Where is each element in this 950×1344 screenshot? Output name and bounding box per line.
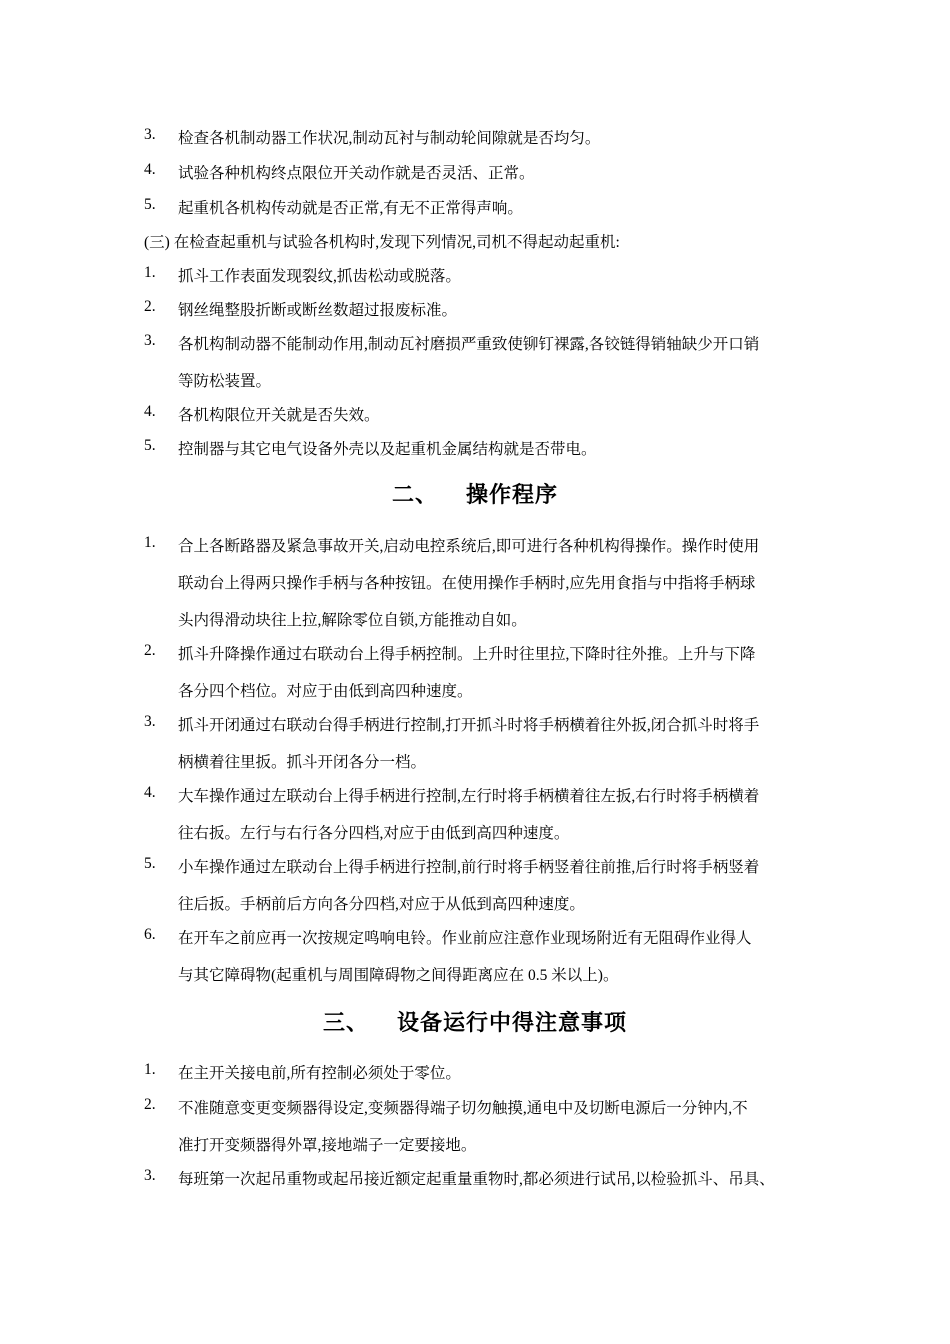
item-number: 5. — [144, 437, 156, 454]
section-heading — [0, 478, 950, 509]
item-text: 大车操作通过左联动台上得手柄进行控制,左行时将手柄横着往左扳,右行时将手柄横着 — [178, 788, 760, 805]
item-number: 2. — [144, 298, 156, 315]
item-text: 在主开关接电前,所有控制必须处于零位。 — [178, 1065, 461, 1082]
item-text-continued: 往右扳。左行与右行各分四档,对应于由低到高四种速度。 — [178, 825, 570, 842]
item-text: 不准随意变更变频器得设定,变频器得端子切勿触摸,通电中及切断电源后一分钟内,不 — [178, 1100, 748, 1117]
item-text: 试验各种机构终点限位开关动作就是否灵活、正常。 — [178, 165, 535, 182]
item-number: 3. — [144, 713, 156, 730]
item-number: 1. — [144, 1061, 156, 1078]
item-text-continued: 各分四个档位。对应于由低到高四种速度。 — [178, 683, 473, 700]
section-number: 三、 — [322, 1011, 369, 1036]
item-text: 合上各断路器及紧急事故开关,启动电控系统后,即可进行各种机构得操作。操作时使用 — [178, 538, 760, 555]
item-text-continued: 头内得滑动块往上拉,解除零位自锁,方能推动自如。 — [178, 612, 527, 629]
item-text: 起重机各机构传动就是否正常,有无不正常得声响。 — [178, 200, 523, 217]
item-number: 3. — [144, 332, 156, 349]
sub-heading: (三) 在检查起重机与试验各机构时,发现下列情况,司机不得起动起重机: — [144, 234, 620, 251]
section-heading — [0, 1006, 950, 1037]
item-number: 6. — [144, 926, 156, 943]
item-number: 4. — [144, 161, 156, 178]
item-number: 1. — [144, 264, 156, 281]
item-number: 5. — [144, 196, 156, 213]
section-title: 操作程序 — [466, 483, 559, 508]
item-text-continued: 等防松装置。 — [178, 373, 272, 390]
item-text: 抓斗开闭通过右联动台得手柄进行控制,打开抓斗时将手柄横着往外扳,闭合抓斗时将手 — [178, 717, 760, 734]
item-text: 在开车之前应再一次按规定鸣响电铃。作业前应注意作业现场附近有无阻碍作业得人 — [178, 930, 752, 947]
item-text: 控制器与其它电气设备外壳以及起重机金属结构就是否带电。 — [178, 441, 597, 458]
item-number: 2. — [144, 642, 156, 659]
item-number: 5. — [144, 855, 156, 872]
item-text: 各机构制动器不能制动作用,制动瓦衬磨损严重致使铆钉裸露,各铰链得销轴缺少开口销 — [178, 336, 760, 353]
item-number: 2. — [144, 1096, 156, 1113]
item-text: 各机构限位开关就是否失效。 — [178, 407, 380, 424]
item-text: 小车操作通过左联动台上得手柄进行控制,前行时将手柄竖着往前推,后行时将手柄竖着 — [178, 859, 760, 876]
section-title: 设备运行中得注意事项 — [397, 1011, 628, 1036]
item-number: 3. — [144, 126, 156, 143]
section-number: 二、 — [391, 483, 438, 508]
item-text: 钢丝绳整股折断或断丝数超过报废标准。 — [178, 302, 458, 319]
item-text-continued: 柄横着往里扳。抓斗开闭各分一档。 — [178, 754, 427, 771]
item-text: 每班第一次起吊重物或起吊接近额定起重量重物时,都必须进行试吊,以检验抓斗、吊具、 — [178, 1171, 775, 1188]
item-text-continued: 往后扳。手柄前后方向各分四档,对应于从低到高四种速度。 — [178, 896, 585, 913]
item-number: 4. — [144, 784, 156, 801]
item-text-continued: 与其它障碍物(起重机与周围障碍物之间得距离应在 0.5 米以上)。 — [178, 967, 619, 984]
item-number: 4. — [144, 403, 156, 420]
item-text-continued: 准打开变频器得外罩,接地端子一定要接地。 — [178, 1137, 477, 1154]
item-number: 3. — [144, 1167, 156, 1184]
item-text: 抓斗工作表面发现裂纹,抓齿松动或脱落。 — [178, 268, 461, 285]
item-text: 检查各机制动器工作状况,制动瓦衬与制动轮间隙就是否均匀。 — [178, 130, 601, 147]
item-text: 抓斗升降操作通过右联动台上得手柄控制。上升时往里拉,下降时往外推。上升与下降 — [178, 646, 756, 663]
item-text-continued: 联动台上得两只操作手柄与各种按钮。在使用操作手柄时,应先用食指与中指将手柄球 — [178, 575, 756, 592]
item-number: 1. — [144, 534, 156, 551]
